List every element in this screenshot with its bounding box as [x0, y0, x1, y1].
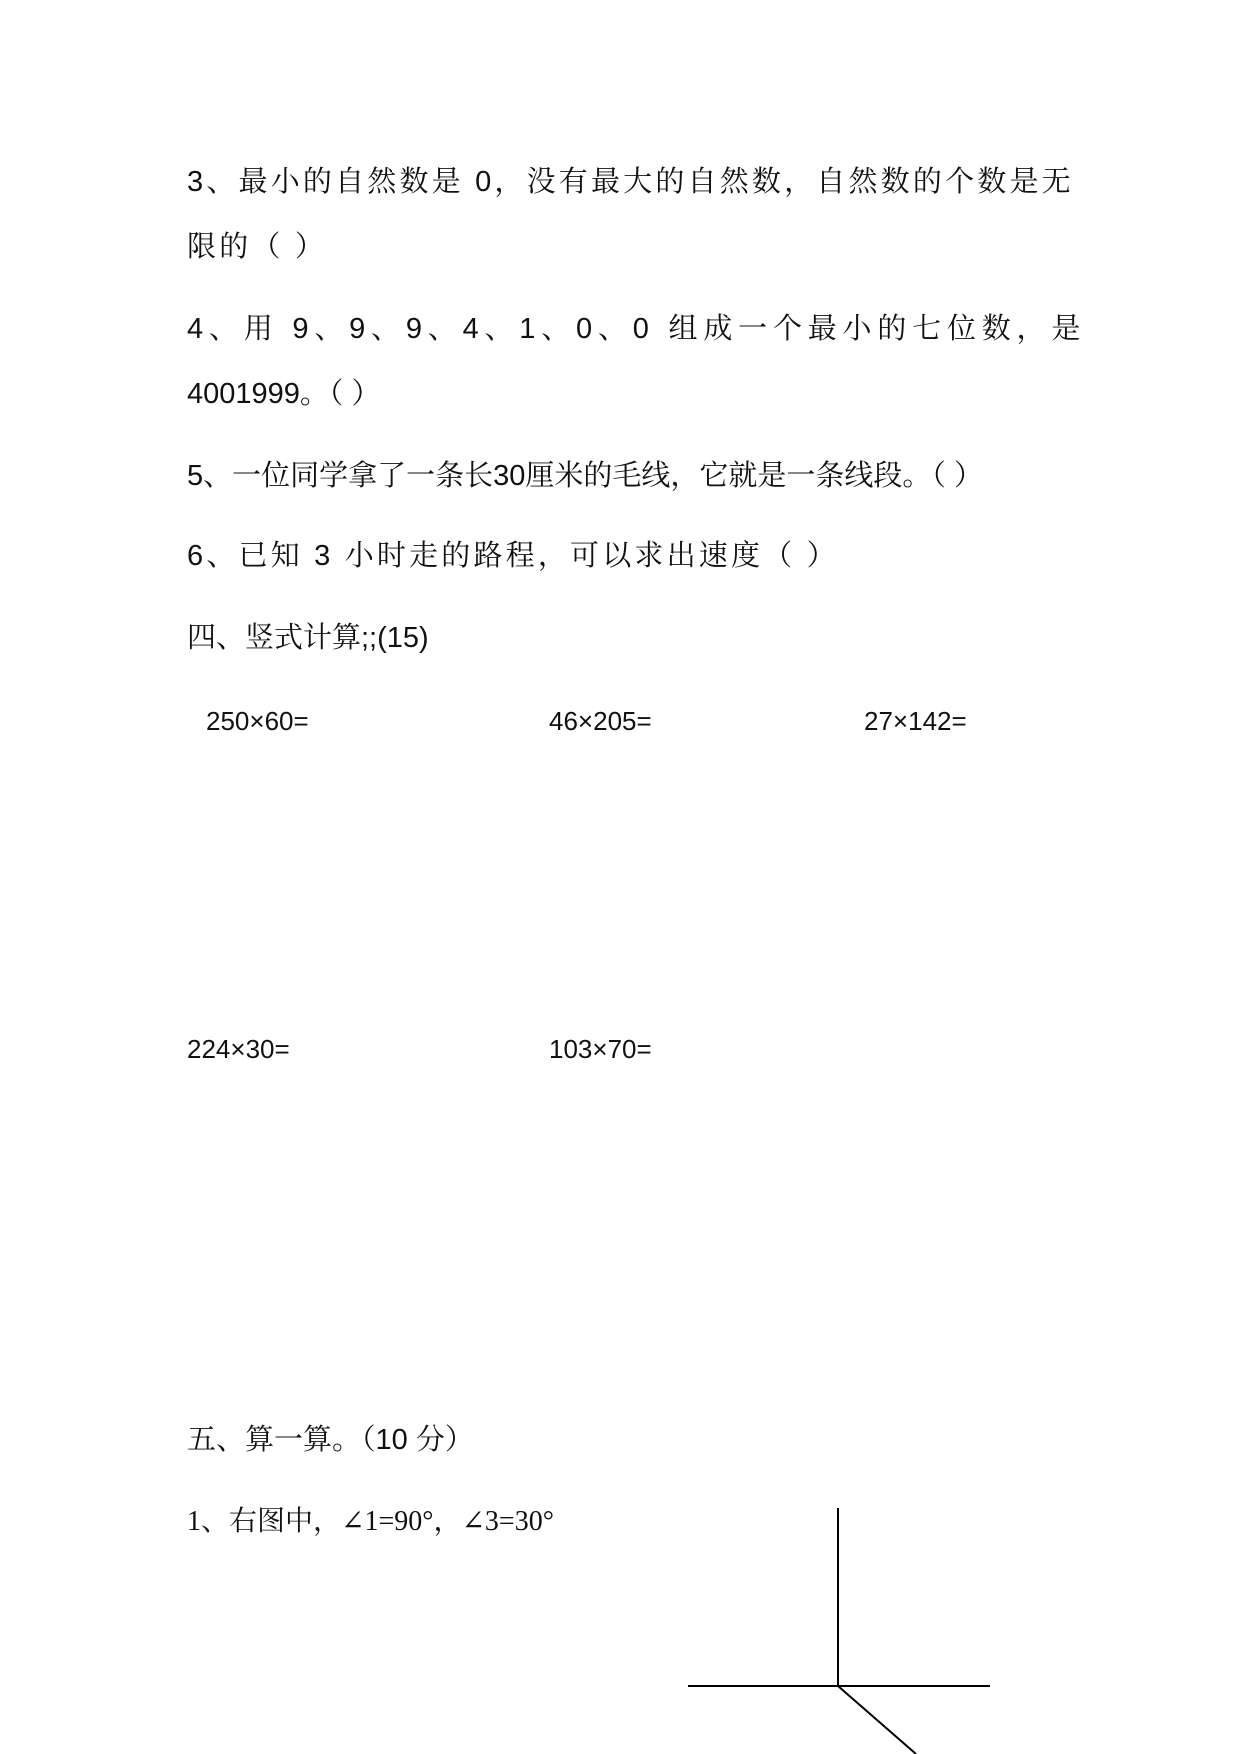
- calc-problem-5: 103×70=: [549, 1034, 652, 1064]
- section-4-title: 四、竖式计算;;(15): [187, 622, 429, 654]
- question-5: 5、一位同学拿了一条长30厘米的毛线，它就是一条线段。（ ）: [187, 460, 983, 492]
- question-4-line-2: 4001999。（ ）: [187, 378, 381, 410]
- slanted-ray: [838, 1686, 916, 1754]
- calc-problem-2: 46×205=: [549, 706, 652, 736]
- question-6: 6、已知 3 小时走的路程，可以求出速度（ ）: [187, 540, 839, 572]
- question-3-line-2: 限的（ ）: [187, 231, 328, 263]
- question-4-line-1: 4、用 9、9、9、4、1、0、0 组成一个最小的七位数，是: [187, 313, 1087, 345]
- calc-problem-4: 224×30=: [187, 1034, 290, 1064]
- calc-problem-3: 27×142=: [864, 706, 967, 736]
- section-5-title: 五、算一算。（10 分）: [187, 1424, 474, 1456]
- question-5-1: 1、右图中，∠1=90°，∠3=30°: [187, 1506, 554, 1537]
- calc-problem-1: 250×60=: [206, 706, 309, 736]
- question-3-line-1: 3、最小的自然数是 0，没有最大的自然数，自然数的个数是无: [187, 166, 1074, 198]
